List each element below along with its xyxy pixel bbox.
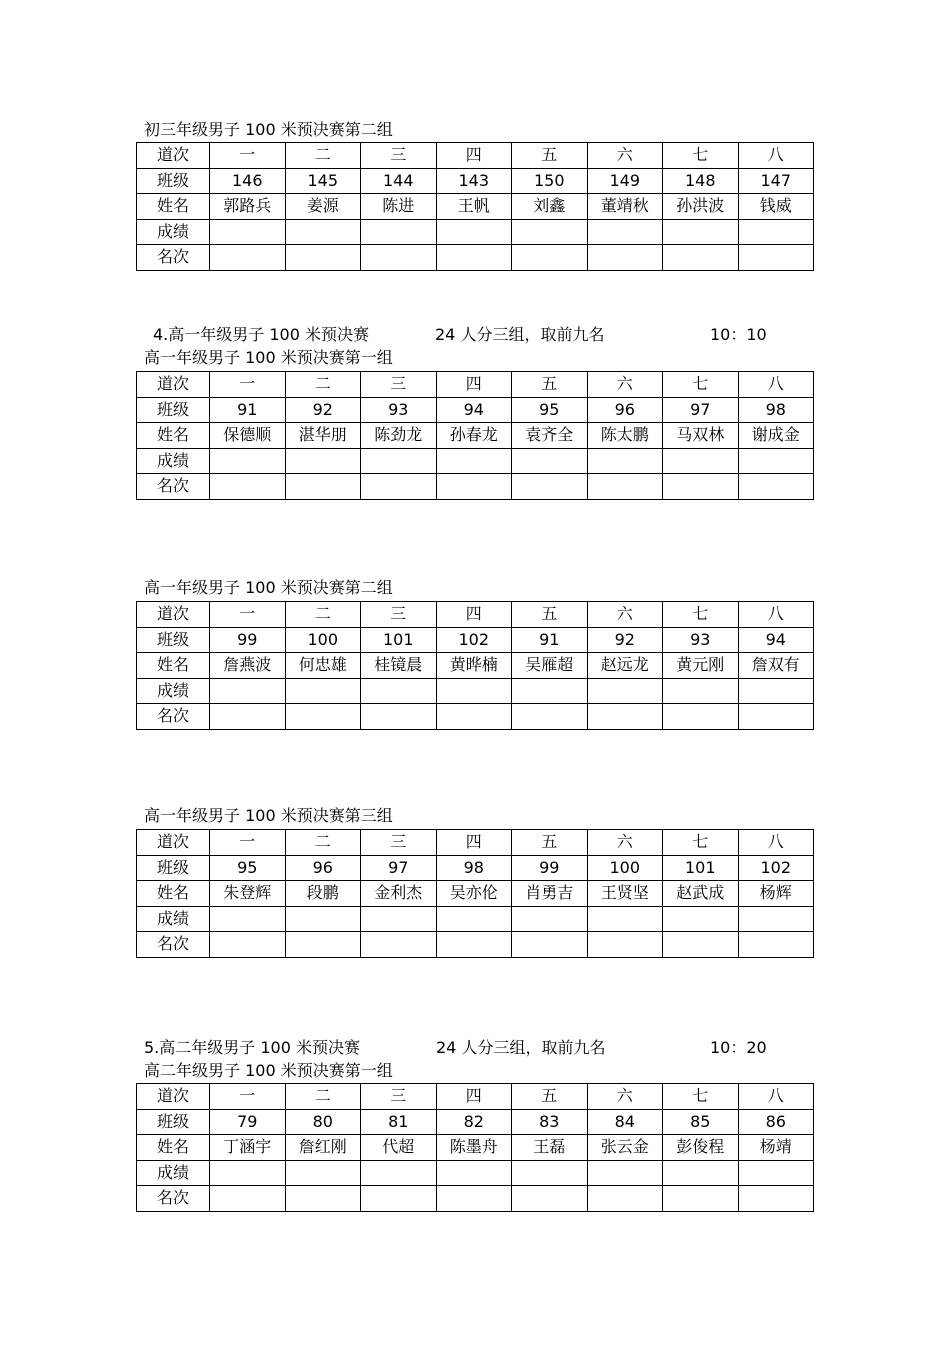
class-row — [137, 1109, 814, 1135]
result-cell[interactable] — [512, 906, 588, 932]
class-cell: 84 — [587, 1109, 663, 1135]
result-cell[interactable] — [587, 219, 663, 245]
row-label: 姓名 — [137, 653, 210, 679]
result-row — [137, 678, 814, 704]
rank-cell[interactable] — [436, 704, 512, 730]
class-cell: 92 — [587, 627, 663, 653]
result-cell[interactable] — [436, 1160, 512, 1186]
name-cell: 马双林 — [663, 423, 739, 449]
lane-cell: 二 — [285, 143, 361, 169]
result-cell[interactable] — [436, 678, 512, 704]
lane-cell: 二 — [285, 372, 361, 398]
lane-cell: 七 — [663, 1084, 739, 1110]
rank-cell[interactable] — [285, 245, 361, 271]
name-cell: 代超 — [361, 1135, 437, 1161]
heat-table — [136, 601, 814, 730]
rank-row — [137, 1186, 814, 1212]
name-row — [137, 653, 814, 679]
row-label: 道次 — [137, 372, 210, 398]
rank-cell[interactable] — [361, 474, 437, 500]
rank-row — [137, 474, 814, 500]
lane-cell: 五 — [512, 143, 588, 169]
rank-cell[interactable] — [663, 1186, 739, 1212]
row-label: 班级 — [137, 627, 210, 653]
rank-cell[interactable] — [738, 1186, 814, 1212]
heat-title: 高一年级男子 100 米预决赛第二组 — [144, 578, 393, 597]
result-cell[interactable] — [738, 448, 814, 474]
lane-cell: 七 — [663, 372, 739, 398]
name-cell: 詹双有 — [738, 653, 814, 679]
name-cell: 桂镜晨 — [361, 653, 437, 679]
name-cell: 吴亦伦 — [436, 881, 512, 907]
row-label: 成绩 — [137, 1160, 210, 1186]
heat-title: 高一年级男子 100 米预决赛第一组 — [144, 348, 393, 367]
lane-cell: 三 — [361, 143, 437, 169]
result-cell[interactable] — [285, 678, 361, 704]
class-cell: 99 — [512, 855, 588, 881]
name-cell: 黄晔楠 — [436, 653, 512, 679]
result-cell[interactable] — [361, 448, 437, 474]
lane-cell: 四 — [436, 602, 512, 628]
result-cell[interactable] — [663, 678, 739, 704]
class-cell: 100 — [285, 627, 361, 653]
rank-cell[interactable] — [512, 704, 588, 730]
result-cell[interactable] — [738, 1160, 814, 1186]
heat-title: 高二年级男子 100 米预决赛第一组 — [144, 1061, 393, 1080]
class-cell: 80 — [285, 1109, 361, 1135]
lane-cell: 三 — [361, 830, 437, 856]
class-cell: 96 — [587, 397, 663, 423]
class-cell: 149 — [587, 168, 663, 194]
result-row — [137, 448, 814, 474]
class-cell: 102 — [436, 627, 512, 653]
lane-cell: 三 — [361, 602, 437, 628]
lane-cell: 一 — [210, 830, 286, 856]
result-cell[interactable] — [663, 906, 739, 932]
lane-cell: 四 — [436, 143, 512, 169]
lane-cell: 六 — [587, 143, 663, 169]
name-row — [137, 881, 814, 907]
class-row — [137, 855, 814, 881]
event-time: 10：20 — [710, 1038, 767, 1057]
name-cell: 黄元刚 — [663, 653, 739, 679]
class-cell: 79 — [210, 1109, 286, 1135]
class-cell: 101 — [663, 855, 739, 881]
result-cell[interactable] — [738, 219, 814, 245]
result-cell[interactable] — [285, 906, 361, 932]
rank-cell[interactable] — [512, 474, 588, 500]
rank-cell[interactable] — [361, 1186, 437, 1212]
rank-cell[interactable] — [210, 932, 286, 958]
result-cell[interactable] — [210, 448, 286, 474]
row-label: 道次 — [137, 1084, 210, 1110]
lane-cell: 五 — [512, 602, 588, 628]
rank-cell[interactable] — [285, 932, 361, 958]
name-cell: 王帆 — [436, 194, 512, 220]
name-cell: 王贤坚 — [587, 881, 663, 907]
class-cell: 81 — [361, 1109, 437, 1135]
name-row — [137, 194, 814, 220]
name-cell: 吴雁超 — [512, 653, 588, 679]
class-cell: 98 — [738, 397, 814, 423]
rank-cell[interactable] — [738, 474, 814, 500]
result-cell[interactable] — [285, 1160, 361, 1186]
row-label: 名次 — [137, 704, 210, 730]
rank-cell[interactable] — [587, 245, 663, 271]
class-cell: 86 — [738, 1109, 814, 1135]
class-cell: 100 — [587, 855, 663, 881]
result-cell[interactable] — [587, 448, 663, 474]
rank-cell[interactable] — [663, 932, 739, 958]
name-cell: 朱登辉 — [210, 881, 286, 907]
class-cell: 95 — [512, 397, 588, 423]
lane-cell: 八 — [738, 602, 814, 628]
lane-cell: 七 — [663, 830, 739, 856]
name-cell: 詹燕波 — [210, 653, 286, 679]
row-label: 名次 — [137, 1186, 210, 1212]
class-cell: 150 — [512, 168, 588, 194]
result-cell[interactable] — [663, 1160, 739, 1186]
rank-cell[interactable] — [361, 932, 437, 958]
lane-cell: 八 — [738, 143, 814, 169]
rank-row — [137, 932, 814, 958]
name-cell: 孙春龙 — [436, 423, 512, 449]
name-cell: 肖勇吉 — [512, 881, 588, 907]
name-cell: 董靖秋 — [587, 194, 663, 220]
event-time: 10：10 — [710, 325, 767, 344]
result-cell[interactable] — [587, 906, 663, 932]
lane-cell: 一 — [210, 372, 286, 398]
rank-cell[interactable] — [512, 1186, 588, 1212]
lane-cell: 六 — [587, 602, 663, 628]
rank-cell[interactable] — [210, 704, 286, 730]
row-label: 班级 — [137, 1109, 210, 1135]
rank-cell[interactable] — [512, 245, 588, 271]
lane-cell: 八 — [738, 830, 814, 856]
name-cell: 何忠雄 — [285, 653, 361, 679]
rank-cell[interactable] — [285, 704, 361, 730]
row-label: 成绩 — [137, 448, 210, 474]
rank-cell[interactable] — [512, 932, 588, 958]
lane-cell: 三 — [361, 1084, 437, 1110]
lane-row — [137, 1084, 814, 1110]
row-label: 姓名 — [137, 423, 210, 449]
name-cell: 王磊 — [512, 1135, 588, 1161]
lane-cell: 七 — [663, 143, 739, 169]
class-cell: 145 — [285, 168, 361, 194]
result-cell[interactable] — [436, 448, 512, 474]
rank-cell[interactable] — [587, 474, 663, 500]
event-detail: 24 人分三组，取前九名 — [435, 325, 605, 344]
class-cell: 101 — [361, 627, 437, 653]
heat-table — [136, 1083, 814, 1212]
class-cell: 91 — [210, 397, 286, 423]
lane-cell: 一 — [210, 143, 286, 169]
class-cell: 83 — [512, 1109, 588, 1135]
class-cell: 147 — [738, 168, 814, 194]
rank-cell[interactable] — [210, 1186, 286, 1212]
lane-cell: 四 — [436, 830, 512, 856]
row-label: 姓名 — [137, 1135, 210, 1161]
name-cell: 陈劲龙 — [361, 423, 437, 449]
name-cell: 赵武成 — [663, 881, 739, 907]
class-cell: 98 — [436, 855, 512, 881]
rank-cell[interactable] — [738, 932, 814, 958]
rank-cell[interactable] — [361, 245, 437, 271]
event-title: 4.高一年级男子 100 米预决赛 — [153, 325, 369, 344]
result-row — [137, 1160, 814, 1186]
class-cell: 143 — [436, 168, 512, 194]
name-cell: 钱威 — [738, 194, 814, 220]
name-cell: 袁齐全 — [512, 423, 588, 449]
name-cell: 陈进 — [361, 194, 437, 220]
event-title: 5.高二年级男子 100 米预决赛 — [144, 1038, 360, 1057]
result-cell[interactable] — [361, 678, 437, 704]
row-label: 班级 — [137, 168, 210, 194]
row-label: 名次 — [137, 474, 210, 500]
rank-cell[interactable] — [436, 245, 512, 271]
class-cell: 97 — [361, 855, 437, 881]
rank-cell[interactable] — [285, 474, 361, 500]
heat-title: 高一年级男子 100 米预决赛第三组 — [144, 806, 393, 825]
heat-title: 初三年级男子 100 米预决赛第二组 — [144, 120, 393, 139]
name-cell: 郭路兵 — [210, 194, 286, 220]
name-cell: 杨靖 — [738, 1135, 814, 1161]
result-cell[interactable] — [738, 906, 814, 932]
result-cell[interactable] — [436, 906, 512, 932]
name-cell: 段鹏 — [285, 881, 361, 907]
row-label: 姓名 — [137, 881, 210, 907]
class-cell: 85 — [663, 1109, 739, 1135]
lane-cell: 一 — [210, 1084, 286, 1110]
lane-cell: 三 — [361, 372, 437, 398]
class-cell: 82 — [436, 1109, 512, 1135]
class-cell: 94 — [738, 627, 814, 653]
row-label: 班级 — [137, 397, 210, 423]
name-cell: 赵远龙 — [587, 653, 663, 679]
name-cell: 湛华朋 — [285, 423, 361, 449]
name-cell: 刘鑫 — [512, 194, 588, 220]
lane-cell: 四 — [436, 1084, 512, 1110]
name-cell: 金利杰 — [361, 881, 437, 907]
result-cell[interactable] — [587, 678, 663, 704]
name-cell: 张云金 — [587, 1135, 663, 1161]
name-cell: 陈太鹏 — [587, 423, 663, 449]
class-row — [137, 627, 814, 653]
lane-cell: 四 — [436, 372, 512, 398]
class-cell: 97 — [663, 397, 739, 423]
lane-cell: 七 — [663, 602, 739, 628]
rank-row — [137, 245, 814, 271]
result-cell[interactable] — [210, 1160, 286, 1186]
heat-table — [136, 371, 814, 500]
class-cell: 146 — [210, 168, 286, 194]
class-cell: 99 — [210, 627, 286, 653]
result-cell[interactable] — [663, 219, 739, 245]
class-cell: 102 — [738, 855, 814, 881]
lane-cell: 二 — [285, 602, 361, 628]
lane-row — [137, 372, 814, 398]
row-label: 名次 — [137, 245, 210, 271]
event-detail: 24 人分三组，取前九名 — [436, 1038, 606, 1057]
name-cell: 詹红刚 — [285, 1135, 361, 1161]
class-cell: 96 — [285, 855, 361, 881]
rank-cell[interactable] — [738, 704, 814, 730]
class-cell: 93 — [663, 627, 739, 653]
name-cell: 谢成金 — [738, 423, 814, 449]
class-row — [137, 168, 814, 194]
result-cell[interactable] — [512, 1160, 588, 1186]
name-cell: 保德顺 — [210, 423, 286, 449]
result-cell[interactable] — [285, 448, 361, 474]
result-cell[interactable] — [361, 906, 437, 932]
result-row — [137, 906, 814, 932]
lane-row — [137, 143, 814, 169]
rank-cell[interactable] — [436, 474, 512, 500]
lane-cell: 二 — [285, 1084, 361, 1110]
lane-row — [137, 830, 814, 856]
rank-cell[interactable] — [285, 1186, 361, 1212]
rank-cell[interactable] — [738, 245, 814, 271]
rank-cell[interactable] — [361, 704, 437, 730]
result-cell[interactable] — [738, 678, 814, 704]
row-label: 班级 — [137, 855, 210, 881]
result-cell[interactable] — [361, 219, 437, 245]
row-label: 成绩 — [137, 219, 210, 245]
rank-row — [137, 704, 814, 730]
lane-cell: 八 — [738, 1084, 814, 1110]
lane-cell: 二 — [285, 830, 361, 856]
result-cell[interactable] — [210, 219, 286, 245]
lane-cell: 八 — [738, 372, 814, 398]
name-row — [137, 423, 814, 449]
row-label: 道次 — [137, 143, 210, 169]
class-cell: 91 — [512, 627, 588, 653]
rank-cell[interactable] — [436, 1186, 512, 1212]
result-cell[interactable] — [663, 448, 739, 474]
result-cell[interactable] — [512, 678, 588, 704]
rank-cell[interactable] — [436, 932, 512, 958]
lane-cell: 五 — [512, 830, 588, 856]
result-cell[interactable] — [210, 906, 286, 932]
rank-cell[interactable] — [663, 245, 739, 271]
class-row — [137, 397, 814, 423]
row-label: 道次 — [137, 830, 210, 856]
heat-table — [136, 829, 814, 958]
rank-cell[interactable] — [663, 704, 739, 730]
lane-cell: 六 — [587, 830, 663, 856]
row-label: 道次 — [137, 602, 210, 628]
row-label: 成绩 — [137, 906, 210, 932]
class-cell: 148 — [663, 168, 739, 194]
row-label: 名次 — [137, 932, 210, 958]
result-cell[interactable] — [436, 219, 512, 245]
class-cell: 95 — [210, 855, 286, 881]
row-label: 姓名 — [137, 194, 210, 220]
name-cell: 彭俊程 — [663, 1135, 739, 1161]
name-cell: 陈墨舟 — [436, 1135, 512, 1161]
lane-cell: 五 — [512, 1084, 588, 1110]
class-cell: 92 — [285, 397, 361, 423]
row-label: 成绩 — [137, 678, 210, 704]
heat-table — [136, 142, 814, 271]
lane-cell: 六 — [587, 372, 663, 398]
name-row — [137, 1135, 814, 1161]
rank-cell[interactable] — [210, 245, 286, 271]
lane-cell: 六 — [587, 1084, 663, 1110]
lane-cell: 一 — [210, 602, 286, 628]
result-cell[interactable] — [587, 1160, 663, 1186]
result-row — [137, 219, 814, 245]
result-cell[interactable] — [361, 1160, 437, 1186]
class-cell: 94 — [436, 397, 512, 423]
name-cell: 杨辉 — [738, 881, 814, 907]
result-cell[interactable] — [210, 678, 286, 704]
rank-cell[interactable] — [587, 932, 663, 958]
name-cell: 姜源 — [285, 194, 361, 220]
rank-cell[interactable] — [663, 474, 739, 500]
result-cell[interactable] — [285, 219, 361, 245]
rank-cell[interactable] — [210, 474, 286, 500]
name-cell: 丁涵宇 — [210, 1135, 286, 1161]
name-cell: 孙洪波 — [663, 194, 739, 220]
class-cell: 93 — [361, 397, 437, 423]
result-cell[interactable] — [512, 219, 588, 245]
lane-cell: 五 — [512, 372, 588, 398]
lane-row — [137, 602, 814, 628]
rank-cell[interactable] — [587, 1186, 663, 1212]
class-cell: 144 — [361, 168, 437, 194]
result-cell[interactable] — [512, 448, 588, 474]
rank-cell[interactable] — [587, 704, 663, 730]
